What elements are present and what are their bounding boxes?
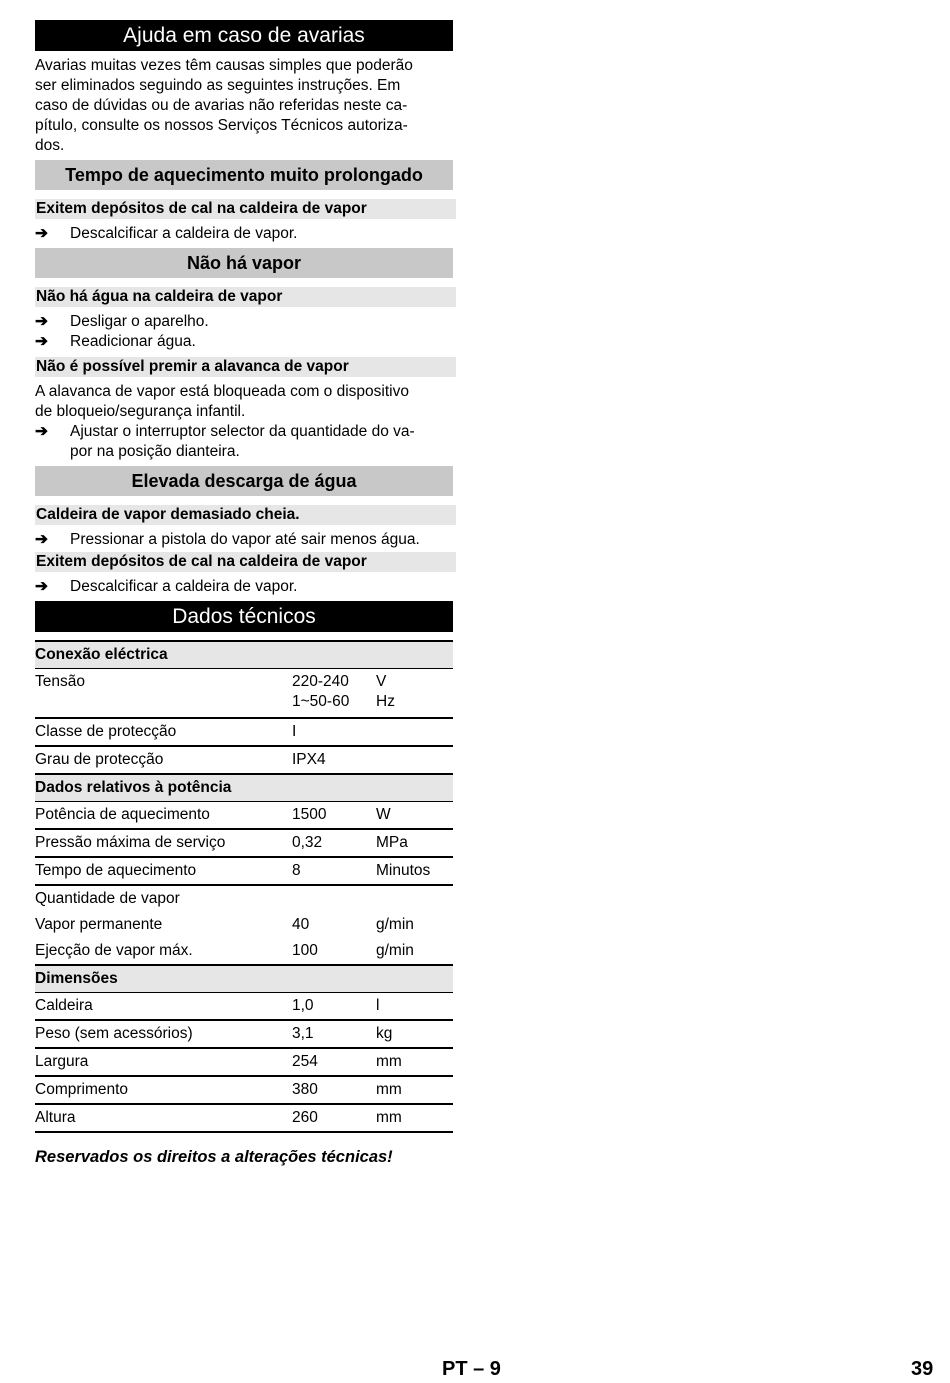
section-label: Dados relativos à potência (35, 774, 453, 802)
tech-data-table (35, 640, 453, 1133)
spec-label: Peso (sem acessórios) (35, 1020, 292, 1048)
spec-label: Quantidade de vapor (35, 890, 180, 907)
spec-label: Grau de protecção (35, 746, 292, 774)
frequency-unit: Hz (376, 693, 395, 710)
frequency-value: 1~50-60 (292, 693, 350, 710)
spec-unit: kg (376, 1020, 453, 1048)
voltage-unit: V (376, 673, 387, 690)
spec-unit: mm (376, 1048, 453, 1076)
spec-label: Pressão máxima de serviço (35, 829, 292, 857)
remedy-text: Pressionar a pistola do vapor até sair menos água. (70, 531, 420, 548)
remedy-text: Descalcificar a caldeira de vapor. (70, 225, 298, 242)
spec-value: 8 (292, 857, 376, 885)
table-row (35, 912, 453, 938)
spec-unit: g/min (376, 916, 414, 933)
spec-label: Ejecção de vapor máx. (35, 942, 193, 959)
spec-value: 3,1 (292, 1020, 376, 1048)
remedy-text: Readicionar água. (70, 333, 196, 350)
cause-description (35, 382, 453, 422)
footnote: Reservados os direitos a alterações técnicas! (35, 1148, 393, 1166)
spec-value: IPX4 (292, 746, 376, 774)
remedy-text (70, 422, 453, 462)
table-row (35, 1076, 453, 1104)
arrow-icon: ➔ (35, 225, 48, 242)
table-section-row (35, 641, 453, 669)
table-section-row (35, 965, 453, 993)
spec-unit: mm (376, 1104, 453, 1132)
spec-label: Potência de aquecimento (35, 802, 292, 830)
remedy-item (35, 577, 453, 597)
section-label: Dimensões (35, 965, 453, 993)
intro-line: Avarias muitas vezes têm causas simples que poderão (35, 57, 413, 74)
cause-heading: Não há água na caldeira de vapor (35, 287, 456, 307)
cause-heading: Caldeira de vapor demasiado cheia. (35, 505, 456, 525)
spec-unit: Minutos (376, 857, 453, 885)
table-row (35, 669, 453, 719)
arrow-icon: ➔ (35, 531, 48, 548)
spec-value: 100 (292, 942, 318, 959)
spec-value: 254 (292, 1048, 376, 1076)
spec-value: 0,32 (292, 829, 376, 857)
spec-value: I (292, 718, 376, 746)
table-row (35, 746, 453, 774)
table-row (35, 1048, 453, 1076)
spec-label: Comprimento (35, 1076, 292, 1104)
table-row (35, 718, 453, 746)
intro-line: dos. (35, 137, 65, 154)
table-row (35, 857, 453, 885)
remedy-text: Desligar o aparelho. (70, 313, 209, 330)
spec-unit: g/min (376, 942, 414, 959)
table-row (35, 1104, 453, 1132)
tech-data-title: Dados técnicos (35, 601, 453, 632)
arrow-icon: ➔ (35, 578, 48, 595)
remedy-line: Ajustar o interruptor selector da quantidade do va- (70, 423, 415, 440)
spec-label: Tensão (35, 669, 292, 719)
table-section-row (35, 774, 453, 802)
spec-value: 1500 (292, 802, 376, 830)
content-column (35, 20, 453, 1133)
cause-heading: Exitem depósitos de cal na caldeira de vapor (35, 552, 456, 572)
arrow-icon: ➔ (35, 313, 48, 330)
page-number: 39 (911, 1358, 934, 1380)
spec-unit: MPa (376, 829, 453, 857)
table-row (35, 829, 453, 857)
table-row (35, 938, 453, 965)
voltage-value: 220-240 (292, 673, 349, 690)
spec-label: Caldeira (35, 993, 292, 1021)
heating-time-heading: Tempo de aquecimento muito prolongado (35, 160, 453, 190)
intro-line: caso de dúvidas ou de avarias não referidas neste ca- (35, 97, 408, 114)
arrow-icon: ➔ (35, 333, 48, 350)
spec-unit: mm (376, 1076, 453, 1104)
remedy-item (35, 224, 453, 244)
table-row (35, 1020, 453, 1048)
description-line: de bloqueio/segurança infantil. (35, 403, 246, 420)
remedy-line: por na posição dianteira. (70, 443, 240, 460)
spec-value: 260 (292, 1104, 376, 1132)
water-discharge-heading: Elevada descarga de água (35, 466, 453, 496)
spec-value (292, 669, 376, 719)
remedy-text: Descalcificar a caldeira de vapor. (70, 578, 298, 595)
intro-line: pítulo, consulte os nossos Serviços Técnicos autoriza- (35, 117, 408, 134)
spec-label: Altura (35, 1104, 292, 1132)
spec-unit: W (376, 802, 453, 830)
spec-value: 380 (292, 1076, 376, 1104)
footer-section-label: PT – 9 (442, 1358, 501, 1380)
arrow-icon: ➔ (35, 423, 48, 440)
intro-line: ser eliminados seguindo as seguintes instruções. Em (35, 77, 401, 94)
description-line: A alavanca de vapor está bloqueada com o dispositivo (35, 383, 409, 400)
spec-unit (376, 746, 453, 774)
table-row (35, 802, 453, 830)
remedy-item (35, 332, 453, 352)
spec-unit (376, 669, 453, 719)
spec-label: Tempo de aquecimento (35, 857, 292, 885)
spec-label: Largura (35, 1048, 292, 1076)
spec-label: Classe de protecção (35, 718, 292, 746)
table-row (35, 885, 453, 912)
spec-unit (376, 718, 453, 746)
spec-unit: l (376, 993, 453, 1021)
spec-value: 1,0 (292, 993, 376, 1021)
cause-heading: Não é possível premir a alavanca de vapor (35, 357, 456, 377)
spec-value: 40 (292, 916, 310, 933)
remedy-item (35, 312, 453, 332)
remedy-item (35, 530, 453, 550)
section-label: Conexão eléctrica (35, 641, 453, 669)
table-row (35, 993, 453, 1021)
spec-label: Vapor permanente (35, 916, 163, 933)
remedy-item (35, 422, 453, 462)
cause-heading: Exitem depósitos de cal na caldeira de vapor (35, 199, 456, 219)
help-intro (35, 56, 453, 156)
no-steam-heading: Não há vapor (35, 248, 453, 278)
help-section-title: Ajuda em caso de avarias (35, 20, 453, 51)
